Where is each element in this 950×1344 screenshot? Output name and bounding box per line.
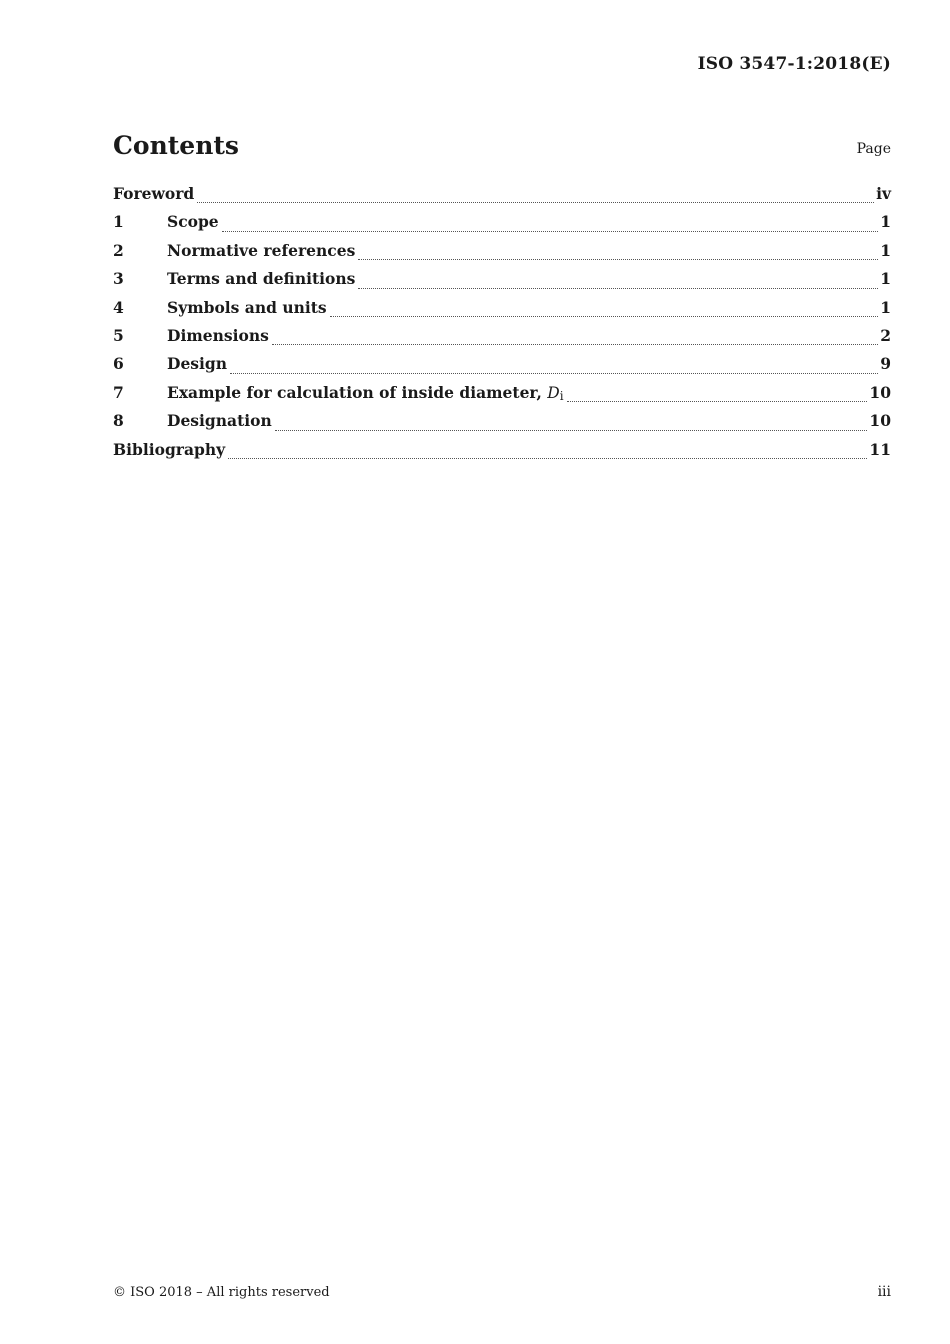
toc-entry-design[interactable] [113, 354, 891, 382]
toc-leader-dots [358, 258, 878, 260]
toc-entry-dimensions[interactable] [113, 326, 891, 354]
toc-leader-dots [230, 372, 878, 374]
toc-entry-foreword[interactable] [113, 184, 891, 212]
toc-entry-designation[interactable] [113, 411, 891, 439]
toc-entry-page: iv [876, 184, 891, 203]
toc-entry-scope[interactable] [113, 212, 891, 240]
toc-entry-title: Symbols and units [167, 297, 327, 317]
toc-entry-title: Design [167, 354, 228, 374]
toc-entry-symbols-and-units[interactable] [113, 298, 891, 326]
toc-leader-dots [228, 457, 867, 459]
toc-entry-number: 3 [113, 269, 124, 289]
contents-heading: Contents [113, 131, 240, 160]
toc-leader-dots [222, 230, 879, 232]
toc-entry-terms-and-definitions[interactable] [113, 269, 891, 297]
toc-entry-page: 1 [880, 240, 891, 260]
toc-entry-number: 1 [113, 212, 124, 232]
toc-entry-page: 9 [880, 354, 891, 374]
toc-entry-title: Designation [167, 411, 272, 431]
toc-entry-example-calculation[interactable] [113, 383, 891, 411]
toc-entry-number: 8 [113, 411, 124, 431]
toc-entry-normative-references[interactable] [113, 241, 891, 269]
toc-entry-title: Bibliography [113, 439, 226, 459]
page-number: iii [877, 1284, 891, 1300]
toc-entry-title: Scope [167, 212, 219, 232]
toc-entry-title: Foreword [113, 184, 195, 203]
toc-entry-title: Example for calculation of inside diameter, [167, 382, 548, 402]
toc-leader-dots [567, 400, 868, 402]
toc-entry-number: 2 [113, 240, 124, 260]
toc-leader-dots [275, 429, 868, 431]
page-column-label: Page [856, 141, 891, 157]
diameter-symbol: D [547, 383, 560, 402]
document-identifier: ISO 3547-1:2018(E) [697, 54, 891, 74]
toc-entry-number: 4 [113, 297, 124, 317]
toc-entry-title: Normative references [167, 240, 356, 260]
toc-leader-dots [330, 315, 879, 317]
toc-leader-dots [272, 343, 878, 345]
toc-leader-dots [197, 201, 874, 203]
toc-entry-page: 10 [869, 382, 891, 402]
toc-entry-number: 6 [113, 354, 124, 374]
toc-entry-page: 1 [880, 212, 891, 232]
toc-entry-page: 1 [880, 269, 891, 289]
toc-entry-page: 2 [880, 325, 891, 345]
copyright-notice: © ISO 2018 – All rights reserved [113, 1285, 330, 1300]
toc-leader-dots [358, 287, 878, 289]
toc-entry-title: Dimensions [167, 325, 269, 345]
toc-entry-page: 11 [869, 439, 891, 459]
toc-entry-title: Terms and definitions [167, 269, 356, 289]
toc-entry-number: 5 [113, 325, 124, 345]
toc-entry-title-group [167, 383, 564, 403]
toc-entry-bibliography[interactable] [113, 440, 891, 468]
diameter-symbol-subscript: i [559, 388, 564, 403]
toc-entry-page: 1 [880, 297, 891, 317]
table-of-contents [113, 184, 891, 468]
toc-entry-number: 7 [113, 382, 124, 402]
toc-entry-page: 10 [869, 411, 891, 431]
